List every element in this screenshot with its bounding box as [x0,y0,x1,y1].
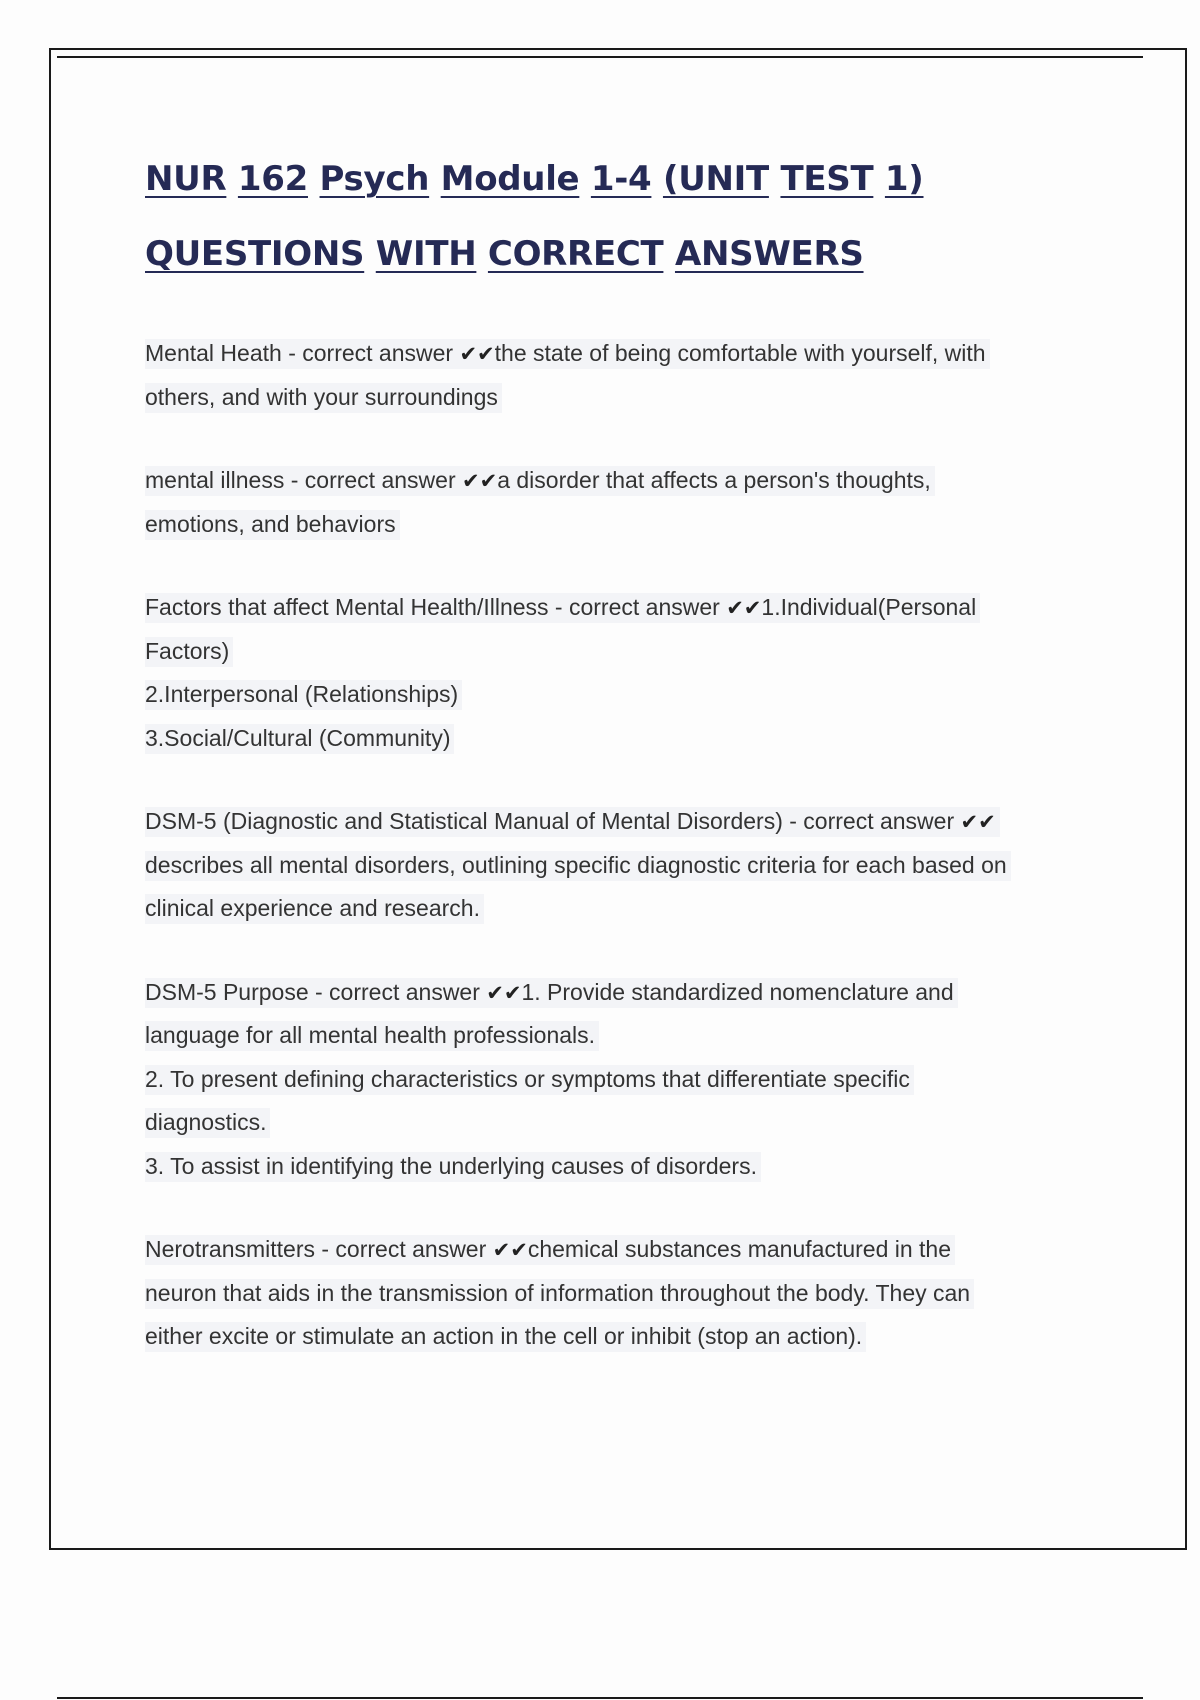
entry-line-text: language for all mental health professionals. [145,1021,599,1051]
title-word: Psych [319,159,430,199]
entry-term: mental illness - correct answer [145,467,462,493]
entry-line-text [145,593,980,623]
title-line-2 [145,217,1105,292]
title-line-1 [145,142,1105,217]
entry-line-text: either excite or stimulate an action in the cell or inhibit (stop an action). [145,1322,866,1352]
title-word: WITH [375,234,477,274]
entry-line [145,1059,1095,1103]
title-word: (UNIT [662,159,769,199]
entry-line [145,377,1095,421]
entry-line [145,504,1095,548]
title-word: 162 [237,159,308,199]
bottom-divider [57,1697,1143,1699]
checkmark-icon: ✔✔ [462,469,498,493]
entry-line [145,1015,1095,1059]
entry-line-text: 2. To present defining characteristics or symptoms that differentiate specific [145,1065,914,1095]
title-word: ANSWERS [674,234,864,274]
title-word: NUR [145,159,227,199]
entry-answer: 1.Individual(Personal [761,594,977,620]
entry-line-text [145,1235,955,1265]
entry-term: Mental Heath - correct answer [145,340,460,366]
entry-line-text: diagnostics. [145,1108,270,1138]
document-title [145,142,1105,292]
entry-line [145,888,1095,932]
entry-line [145,587,1095,631]
qa-entry [145,333,1095,420]
title-word: TEST [780,159,874,199]
qa-entry [145,801,1095,932]
entry-term: DSM-5 (Diagnostic and Statistical Manual of Mental Disorders) - correct answer [145,808,961,834]
entry-answer: the state of being comfortable with yourself, with [494,340,986,366]
entry-line-text: 3. To assist in identifying the underlying causes of disorders. [145,1152,761,1182]
entry-term: DSM-5 Purpose - correct answer [145,978,487,1005]
entry-line-text: others, and with your surroundings [145,383,502,413]
entry-line-text: Factors) [145,637,233,667]
entry-line-text: describes all mental disorders, outlining specific diagnostic criteria for each based on [145,851,1011,881]
title-word: 1) [884,159,924,199]
entry-line-text: 2.Interpersonal (Relationships) [145,680,462,710]
entry-line [145,460,1095,504]
entry-line-text: clinical experience and research. [145,894,484,924]
checkmark-icon: ✔✔ [726,596,762,620]
entry-line-text [145,466,935,496]
title-word: 1-4 [590,159,652,199]
entry-line [145,1273,1095,1317]
entry-line [145,801,1095,845]
entry-line [145,1146,1095,1190]
qa-entry [145,587,1095,761]
entry-line-text: emotions, and behaviors [145,510,400,540]
entry-line [145,1102,1095,1146]
top-divider [57,56,1143,58]
title-word: CORRECT [487,234,664,274]
entry-line-text [145,339,990,369]
entry-line-text [145,807,1000,837]
title-word: QUESTIONS [145,234,365,274]
checkmark-icon: ✔✔ [960,810,996,834]
entry-term: Nerotransmitters - correct answer [145,1236,493,1262]
checkmark-icon: ✔✔ [492,1238,528,1262]
entry-line [145,674,1095,718]
qa-entry [145,972,1095,1190]
entry-line [145,1229,1095,1273]
entry-answer: 1. Provide standardized nomenclature and [521,978,954,1005]
entry-answer: a disorder that affects a person's thoughts, [497,467,931,493]
qa-entry [145,460,1095,547]
entry-term: Factors that affect Mental Health/Illness - correct answer [145,594,727,620]
entry-line [145,972,1095,1016]
entry-line-text: neuron that aids in the transmission of information throughout the body. They can [145,1279,974,1309]
entry-line [145,333,1095,377]
checkmark-icon: ✔✔ [486,980,522,1005]
entry-answer: chemical substances manufactured in the [527,1236,952,1262]
entry-line [145,845,1095,889]
entry-line-text: 3.Social/Cultural (Community) [145,724,454,754]
entry-line-text [145,978,958,1008]
title-word: Module [440,159,580,199]
checkmark-icon: ✔✔ [459,342,495,366]
qa-entries [145,333,1095,1400]
entry-line [145,631,1095,675]
entry-line [145,1316,1095,1360]
qa-entry [145,1229,1095,1360]
entry-line [145,718,1095,762]
